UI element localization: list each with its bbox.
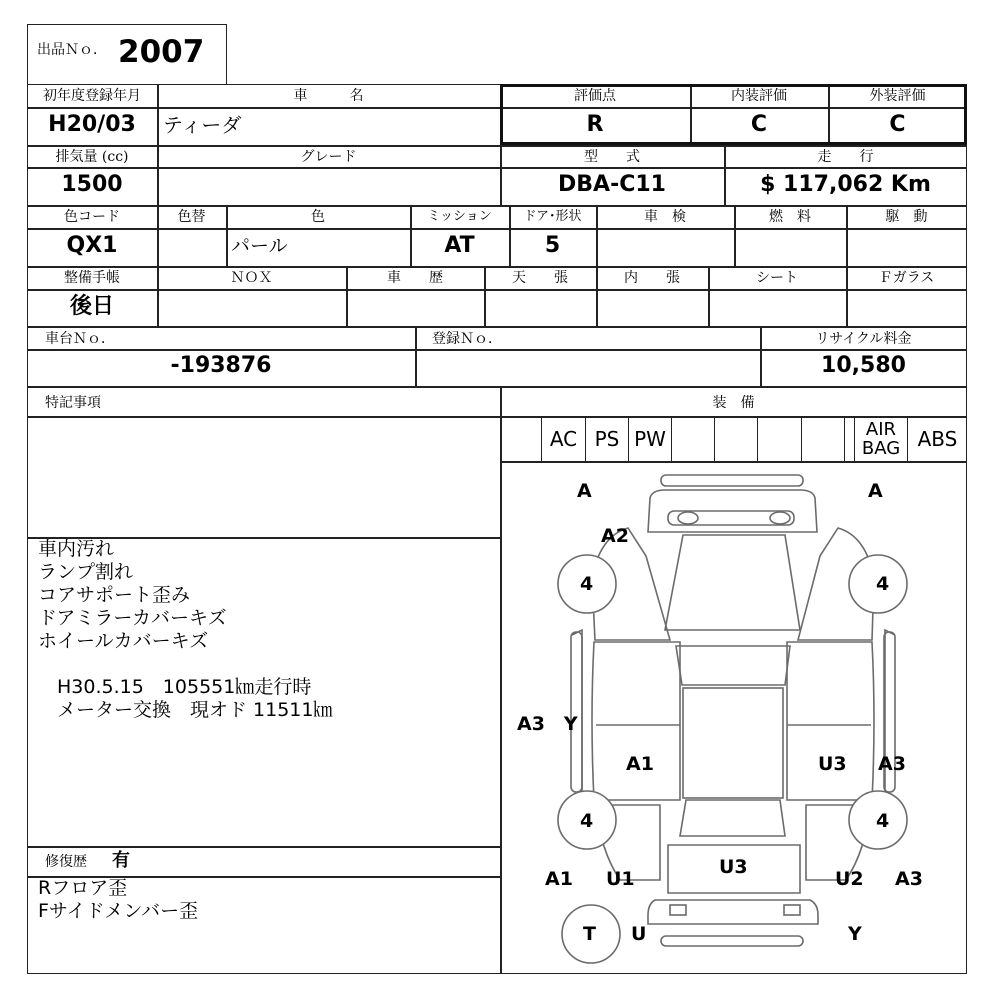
repair-list: [38, 877, 198, 923]
note-line: H30.5.15 105551㎞走行時: [38, 676, 312, 698]
transmission-label: ミッション: [427, 209, 492, 224]
note-line: [38, 653, 332, 676]
mark-trunk: U3: [719, 856, 748, 878]
chassis-label: 車台Ｎｏ．: [45, 331, 115, 347]
lining-label: 内 張: [624, 270, 680, 286]
interior-value: C: [750, 112, 768, 137]
mark-rear-u1: U1: [606, 868, 635, 890]
color-value: パール: [231, 235, 288, 257]
equipment-label: 装 備: [712, 395, 755, 411]
reg-no-label: 登録Ｎｏ．: [432, 331, 502, 347]
mark-front-right: A: [868, 480, 883, 502]
mark-tire-fr: 4: [876, 573, 890, 595]
exterior-value: C: [889, 112, 906, 137]
equipment-cell: [845, 416, 855, 461]
note-line: コアサポート歪み: [38, 584, 191, 606]
mark-spare: T: [583, 923, 596, 945]
equipment-cell: [715, 416, 758, 461]
maintenance-value: 後日: [69, 294, 114, 319]
repair-value: 有: [112, 850, 130, 871]
doors-label: ドア･形状: [523, 209, 582, 224]
maintenance-label: 整備手帳: [64, 270, 120, 286]
car-name-value: ティーダ: [163, 113, 242, 137]
interior-label: 内装評価: [731, 88, 787, 104]
note-line: ランプ割れ: [38, 561, 134, 583]
history-label: 車 歴: [387, 270, 443, 286]
note-line: ドアミラーカバーキズ: [38, 607, 227, 629]
note-line: 車内汚れ: [38, 538, 115, 560]
lot-label: 出品Ｎｏ．: [37, 42, 107, 58]
repair-label: 修復歴: [45, 854, 87, 870]
seat-label: シート: [756, 270, 798, 286]
notes-list: [38, 538, 332, 722]
drive-label: 駆 動: [885, 209, 928, 225]
mark-right-side: A3: [878, 753, 906, 775]
model-value: DBA-C11: [558, 172, 666, 197]
repair-line: Rフロア歪: [38, 877, 128, 899]
exterior-label: 外装評価: [869, 88, 926, 104]
chassis-value: -193876: [170, 353, 272, 378]
transmission-value: AT: [444, 233, 475, 258]
grade-label: グレード: [300, 149, 357, 165]
mark-front-left: A: [577, 480, 592, 502]
notes-label: 特記事項: [45, 395, 101, 411]
displacement-value: 1500: [61, 172, 123, 197]
color-code-label: 色コード: [64, 209, 120, 225]
mark-rear-right: A3: [895, 868, 923, 890]
mark-rear-bumper: U: [631, 923, 647, 945]
equipment-cell: [500, 416, 542, 461]
equipment-cell: ABS: [917, 426, 958, 451]
equipment-grid: [500, 416, 967, 461]
mark-hood: A2: [601, 525, 629, 547]
equipment-cell: PW: [629, 416, 672, 461]
mark-rear-y: Y: [848, 923, 862, 945]
mark-right-door: U3: [818, 753, 847, 775]
color-change-label: 色替: [177, 209, 206, 225]
mark-left-side: A3 Y: [517, 713, 578, 735]
mileage-value: $ 117,062 Km: [760, 172, 931, 197]
doors-value: 5: [544, 233, 561, 258]
mark-left-door: A1: [626, 753, 654, 775]
score-value: R: [586, 112, 604, 137]
equipment-cell: [758, 416, 802, 461]
mark-tire-fl: 4: [580, 573, 594, 595]
equipment-cell: PS: [586, 416, 629, 461]
mark-rear-u2: U2: [835, 868, 864, 890]
recycle-value: 10,580: [821, 353, 906, 378]
fuel-label: 燃 料: [769, 209, 811, 225]
repair-line: Fサイドメンバー歪: [38, 900, 199, 922]
roof-label: 天 張: [512, 270, 568, 286]
mark-tire-rl: 4: [580, 810, 594, 832]
mark-rear-left: A1: [545, 868, 573, 890]
mark-tire-rr: 4: [876, 810, 890, 832]
equipment-cell: AIR BAG: [855, 416, 908, 461]
note-line: メーター交換 現オド 11511㎞: [38, 699, 333, 721]
mileage-label: 走 行: [817, 149, 874, 165]
inspection-label: 車 検: [644, 209, 686, 225]
model-label: 型 式: [584, 149, 640, 165]
first-reg-label: 初年度登録年月: [43, 88, 141, 104]
color-label: 色: [311, 209, 325, 225]
equipment-cell: [672, 416, 715, 461]
equipment-cell: [802, 416, 845, 461]
score-label: 評価点: [574, 88, 616, 104]
first-reg-value: H20/03: [48, 112, 136, 137]
note-line: ホイールカバーキズ: [38, 630, 209, 652]
nox-label: ＮＯＸ: [230, 270, 273, 286]
lot-number: 2007: [118, 34, 205, 70]
recycle-label: リサイクル料金: [815, 331, 912, 347]
displacement-label: 排気量 (cc): [55, 149, 129, 165]
car-name-label: 車 名: [293, 88, 364, 104]
equipment-cell: AC: [542, 416, 586, 461]
color-code-value: QX1: [66, 233, 118, 258]
fglass-label: Ｆガラス: [878, 270, 935, 286]
